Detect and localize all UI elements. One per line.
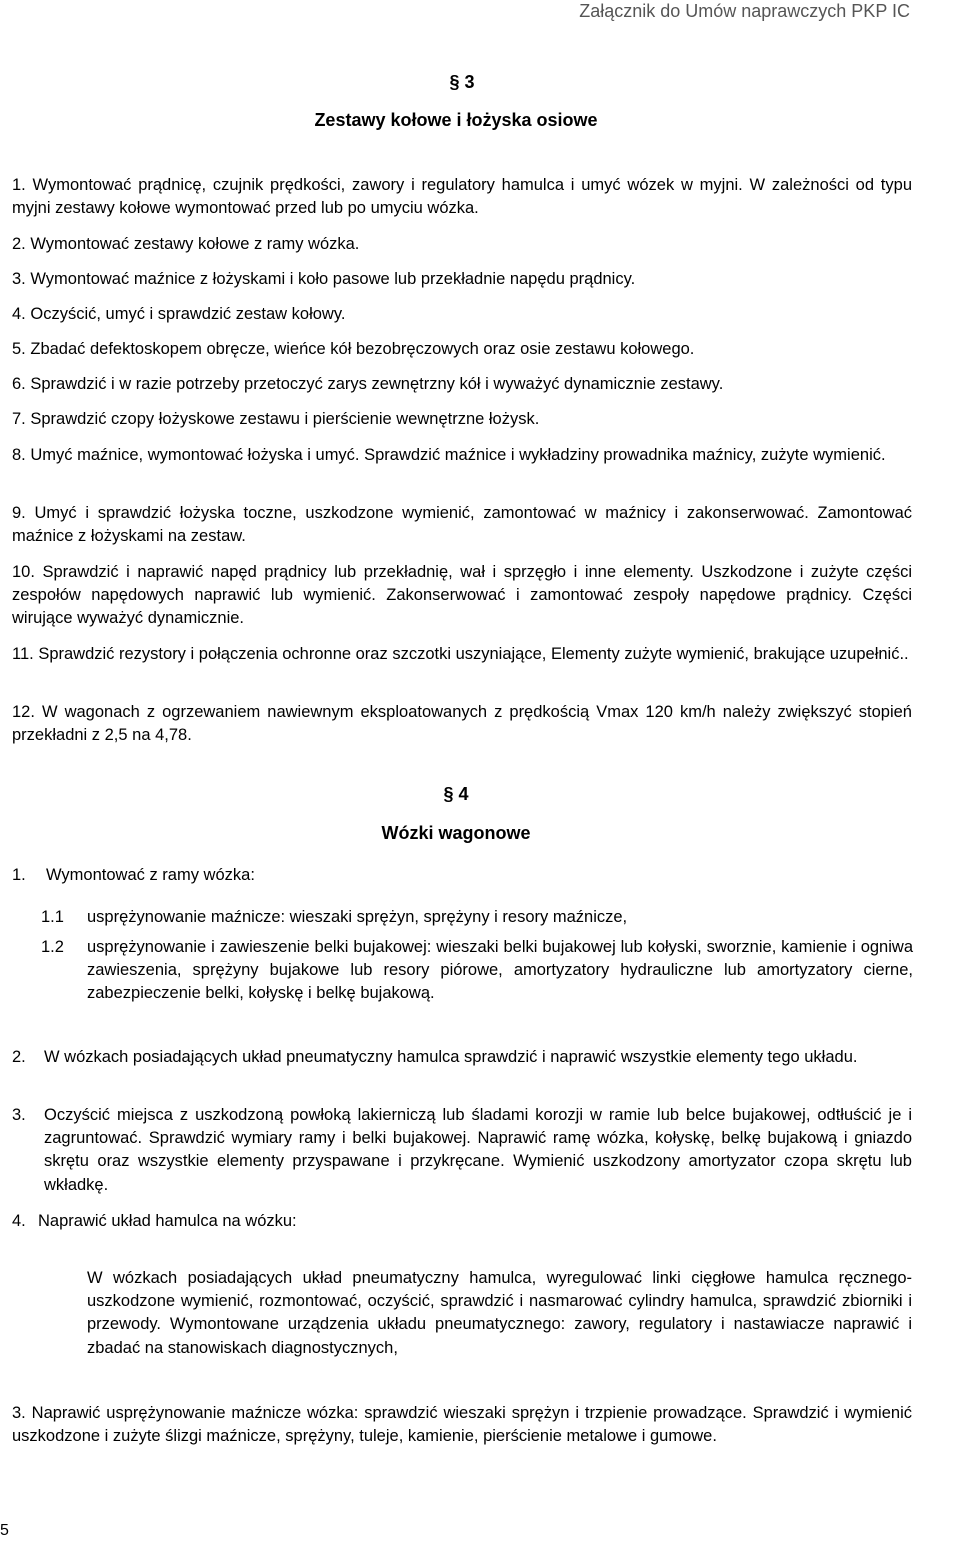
item-number: 1.2 xyxy=(41,938,64,956)
section-3-number: § 3 xyxy=(449,72,475,92)
item-number: 12. xyxy=(12,703,35,721)
list-item xyxy=(12,303,912,326)
item-text: usprężynowanie i zawieszenie belki bujakowej: wieszaki belki bujakowej lub kołyski, sworznie, kamienie i ogniwa zawieszenia, sprężyny bujakowe lub resory piórowe, amortyzatory hydrauliczne lub amortyzatory cierne, zabezpieczenie belki, kołyskę i belkę bujakową. xyxy=(87,938,913,1003)
item-number: 2. xyxy=(12,235,26,253)
item-text: Wymontować z ramy wózka: xyxy=(46,866,255,884)
item-number: 9. xyxy=(12,504,26,522)
list-item xyxy=(12,1104,912,1197)
list-item xyxy=(12,502,912,548)
item-text: Umyć maźnice, wymontować łożyska i umyć. Sprawdzić maźnice i wykładziny prowadnika maźnicy, zużyte wymienić. xyxy=(30,446,886,464)
section-4-title: Wózki wagonowe xyxy=(381,823,531,843)
item-text: Wymontować zestawy kołowe z ramy wózka. xyxy=(30,235,360,253)
page-number: 5 xyxy=(0,1522,9,1539)
item-text: Oczyścić miejsca z uszkodzoną powłoką lakierniczą lub śladami korozji w ramie lub belce bujakowej, odtłuścić je i zagruntować. Sprawdzić wymiary ramy i belki bujakowej. Naprawić ramę wózka, kołyskę, belkę bujakową i gniazdo skrętu oraz wszystkie elementy przyspawane i przykręcane. Wymienić uszkodzony amortyzator czopa skrętu lub wkładkę. xyxy=(44,1106,912,1194)
sub-list-item xyxy=(41,936,913,1006)
item-text: Sprawdzić czopy łożyskowe zestawu i pierścienie wewnętrzne łożysk. xyxy=(30,410,540,428)
item-number: 3. xyxy=(12,1404,26,1422)
item-number: 8. xyxy=(12,446,26,464)
item-number: 6. xyxy=(12,375,26,393)
paragraph: W wózkach posiadających układ pneumatyczny hamulca, wyregulować linki cięgłowe hamulca ręcznego-uszkodzone wymienić, rozmontować, oczyścić, sprawdzić i nasmarować cylindry hamulca, sprawdzić zbiorniki i przewody. Wymontowane urządzenia układu pneumatycznego: zawory, regulatory i nastawiacze naprawić i zbadać na stanowiskach diagnostycznych, xyxy=(87,1269,912,1357)
item-number: 7. xyxy=(12,410,26,428)
item-text: usprężynowanie maźnicze: wieszaki sprężyn, sprężyny i resory maźnicze, xyxy=(87,908,628,926)
list-item xyxy=(12,444,912,467)
list-item xyxy=(12,174,912,220)
item-number: 1. xyxy=(12,866,26,884)
item-text: W wózkach posiadających układ pneumatyczny hamulca sprawdzić i naprawić wszystkie elementy tego układu. xyxy=(44,1048,858,1066)
list-item xyxy=(12,1210,912,1233)
list-item xyxy=(12,408,912,431)
item-number: 3. xyxy=(12,1106,26,1124)
list-item xyxy=(12,233,912,256)
item-text: Sprawdzić i naprawić napęd prądnicy lub przekładnię, wał i sprzęgło i inne elementy. Uszkodzone i zużyte części zespołów napędowych naprawić lub wymienić. Zakonserwować i zamontować zespoły napędowe prądnicy. Części wirujące wyważyć dynamicznie. xyxy=(12,563,912,628)
item-text: Naprawić usprężynowanie maźnicze wózka: sprawdzić wieszaki sprężyn i trzpienie prowadzące. Sprawdzić i wymienić uszkodzone i zużyte ślizgi maźnicze, sprężyny, tuleje, kamienie, pierścienie metalowe i gumowe. xyxy=(12,1404,912,1446)
list-item xyxy=(12,864,255,887)
item-number: 4. xyxy=(12,305,26,323)
item-text: Umyć i sprawdzić łożyska toczne, uszkodzone wymienić, zamontować w maźnicy i zakonserwować. Zamontować maźnice z łożyskami na zestaw. xyxy=(12,504,913,546)
section-3-title: Zestawy kołowe i łożyska osiowe xyxy=(314,110,598,130)
list-item xyxy=(12,643,912,666)
item-number: 2. xyxy=(12,1048,26,1066)
list-item xyxy=(12,1402,912,1448)
item-text: Wymontować prądnicę, czujnik prędkości, zawory i regulatory hamulca i umyć wózek w myjni. W zależności od typu myjni zestawy kołowe wymontować przed lub po umyciu wózka. xyxy=(12,176,912,218)
item-number: 11. xyxy=(12,645,34,663)
list-item xyxy=(12,373,912,396)
list-item xyxy=(12,561,912,631)
item-text: Sprawdzić i w razie potrzeby przetoczyć zarys zewnętrzny kół i wyważyć dynamicznie zestawy. xyxy=(30,375,724,393)
list-item xyxy=(12,1046,912,1069)
list-item xyxy=(12,701,912,747)
list-item xyxy=(12,338,912,361)
item-text: Naprawić układ hamulca na wózku: xyxy=(38,1212,297,1230)
item-number: 10. xyxy=(12,563,35,581)
sub-list-item xyxy=(41,906,913,929)
list-item xyxy=(12,268,912,291)
item-number: 5. xyxy=(12,340,26,358)
item-text: W wagonach z ogrzewaniem nawiewnym eksploatowanych z prędkością Vmax 120 km/h należy zwiększyć stopień przekładni z 2,5 na 4,78. xyxy=(12,703,912,745)
item-number: 4. xyxy=(12,1212,26,1230)
item-number: 1. xyxy=(12,176,26,194)
item-text: Wymontować maźnice z łożyskami i koło pasowe lub przekładnie napędu prądnicy. xyxy=(30,270,636,288)
item-text: Sprawdzić rezystory i połączenia ochronne oraz szczotki uszyniające, Elementy zużyte wymienić, brakujące uzupełnić.. xyxy=(38,645,909,663)
item-text: Oczyścić, umyć i sprawdzić zestaw kołowy. xyxy=(30,305,346,323)
section-4-number: § 4 xyxy=(443,784,469,804)
item-number: 1.1 xyxy=(41,908,64,926)
page-header: Załącznik do Umów naprawczych PKP IC xyxy=(579,1,910,21)
item-text: Zbadać defektoskopem obręcze, wieńce kół bezobręczowych oraz osie zestawu kołowego. xyxy=(30,340,695,358)
item-number: 3. xyxy=(12,270,26,288)
